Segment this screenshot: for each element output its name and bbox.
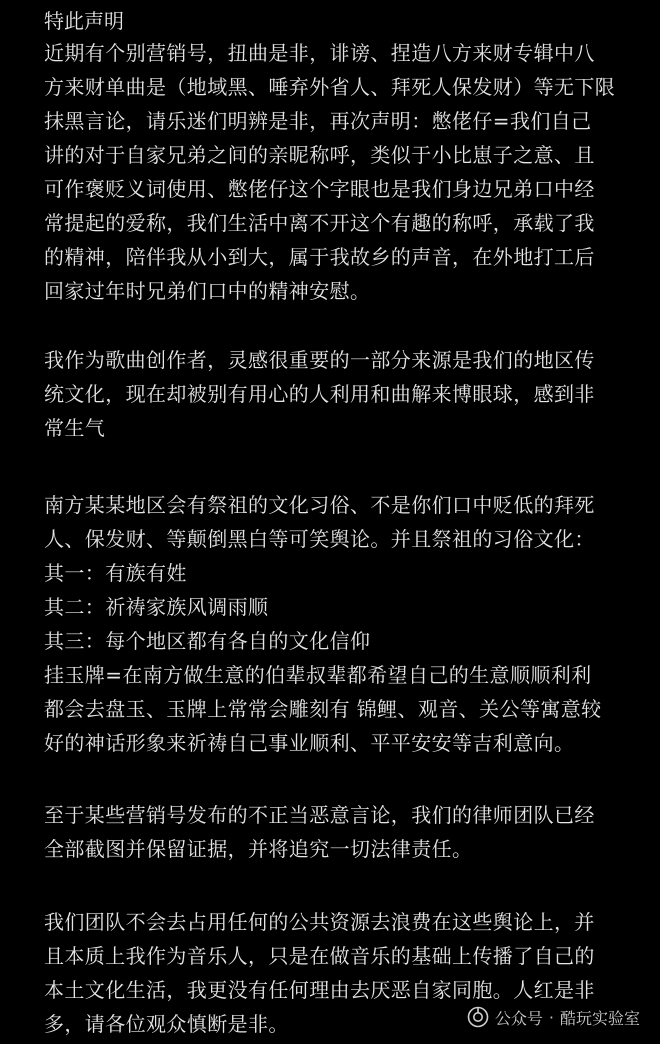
text-line: 本土文化生活，我更没有任何理由去厌恶自家同胞。人红是非 xyxy=(44,978,595,1002)
text-line: 全部截图并保留证据，并将追究一切法律责任。 xyxy=(44,837,473,861)
text-line: 且本质上我作为音乐人，只是在做音乐的基础上传播了自己的 xyxy=(44,944,595,968)
text-line: 我作为歌曲创作者，灵感很重要的一部分来源是我们的地区传 xyxy=(44,348,595,372)
text-line: 人、保发财、等颠倒黑白等可笑舆论。并且祭祖的习俗文化： xyxy=(44,527,595,551)
wechat-official-account-icon xyxy=(467,1006,489,1028)
watermark-account: 酷玩实验室 xyxy=(559,1008,640,1028)
paragraph-2 xyxy=(44,343,644,445)
text-line: 好的神话形象来祈祷自己事业顺利、平平安安等吉利意向。 xyxy=(44,731,575,755)
source-watermark xyxy=(467,1004,640,1030)
text-line: 常生气 xyxy=(44,416,106,440)
text-line: 其三：每个地区都有各自的文化信仰 xyxy=(44,629,371,653)
text-line: 多，请各位观众慎断是非。 xyxy=(44,1012,289,1036)
text-line: 可作褒贬义词使用、憋佬仔这个字眼也是我们身边兄弟口中经 xyxy=(44,177,595,201)
text-line: 南方某某地区会有祭祖的文化习俗、不是你们口中贬低的拜死 xyxy=(44,493,595,517)
paragraph-1 xyxy=(44,36,644,308)
text-line: 常提起的爱称，我们生活中离不开这个有趣的称呼，承载了我 xyxy=(44,211,595,235)
paragraph-4 xyxy=(44,798,644,866)
text-line: 其一：有族有姓 xyxy=(44,561,187,585)
statement-title: 特此声明 xyxy=(44,9,124,33)
text-line: 方来财单曲是（地域黑、唾弃外省人、拜死人保发财）等无下限 xyxy=(44,75,616,99)
text-line: 其二：祈祷家族风调雨顺 xyxy=(44,595,269,619)
text-line: 的精神，陪伴我从小到大，属于我故乡的声音，在外地打工后 xyxy=(44,245,595,269)
text-line: 统文化，现在却被别有用心的人利用和曲解来博眼球，感到非 xyxy=(44,382,595,406)
text-line: 挂玉牌=在南方做生意的伯辈叔辈都希望自己的生意顺顺利利 xyxy=(44,663,592,687)
text-line: 近期有个别营销号，扭曲是非，诽谤、捏造八方来财专辑中八 xyxy=(44,41,595,65)
text-line: 都会去盘玉、玉牌上常常会雕刻有 锦鲤、观音、关公等寓意较 xyxy=(44,697,602,721)
text-line: 抹黑言论，请乐迷们明辨是非，再次声明：憋佬仔=我们自己 xyxy=(44,109,592,133)
paragraph-3 xyxy=(44,488,644,760)
text-line: 回家过年时兄弟们口中的精神安慰。 xyxy=(44,279,371,303)
text-line: 至于某些营销号发布的不正当恶意言论，我们的律师团队已经 xyxy=(44,803,595,827)
text-line: 我们团队不会去占用任何的公共资源去浪费在这些舆论上，并 xyxy=(44,910,595,934)
watermark-separator: · xyxy=(548,1007,554,1027)
watermark-source: 公众号 xyxy=(494,1008,543,1028)
text-line: 讲的对于自家兄弟之间的亲昵称呼，类似于小比崽子之意、且 xyxy=(44,143,595,167)
